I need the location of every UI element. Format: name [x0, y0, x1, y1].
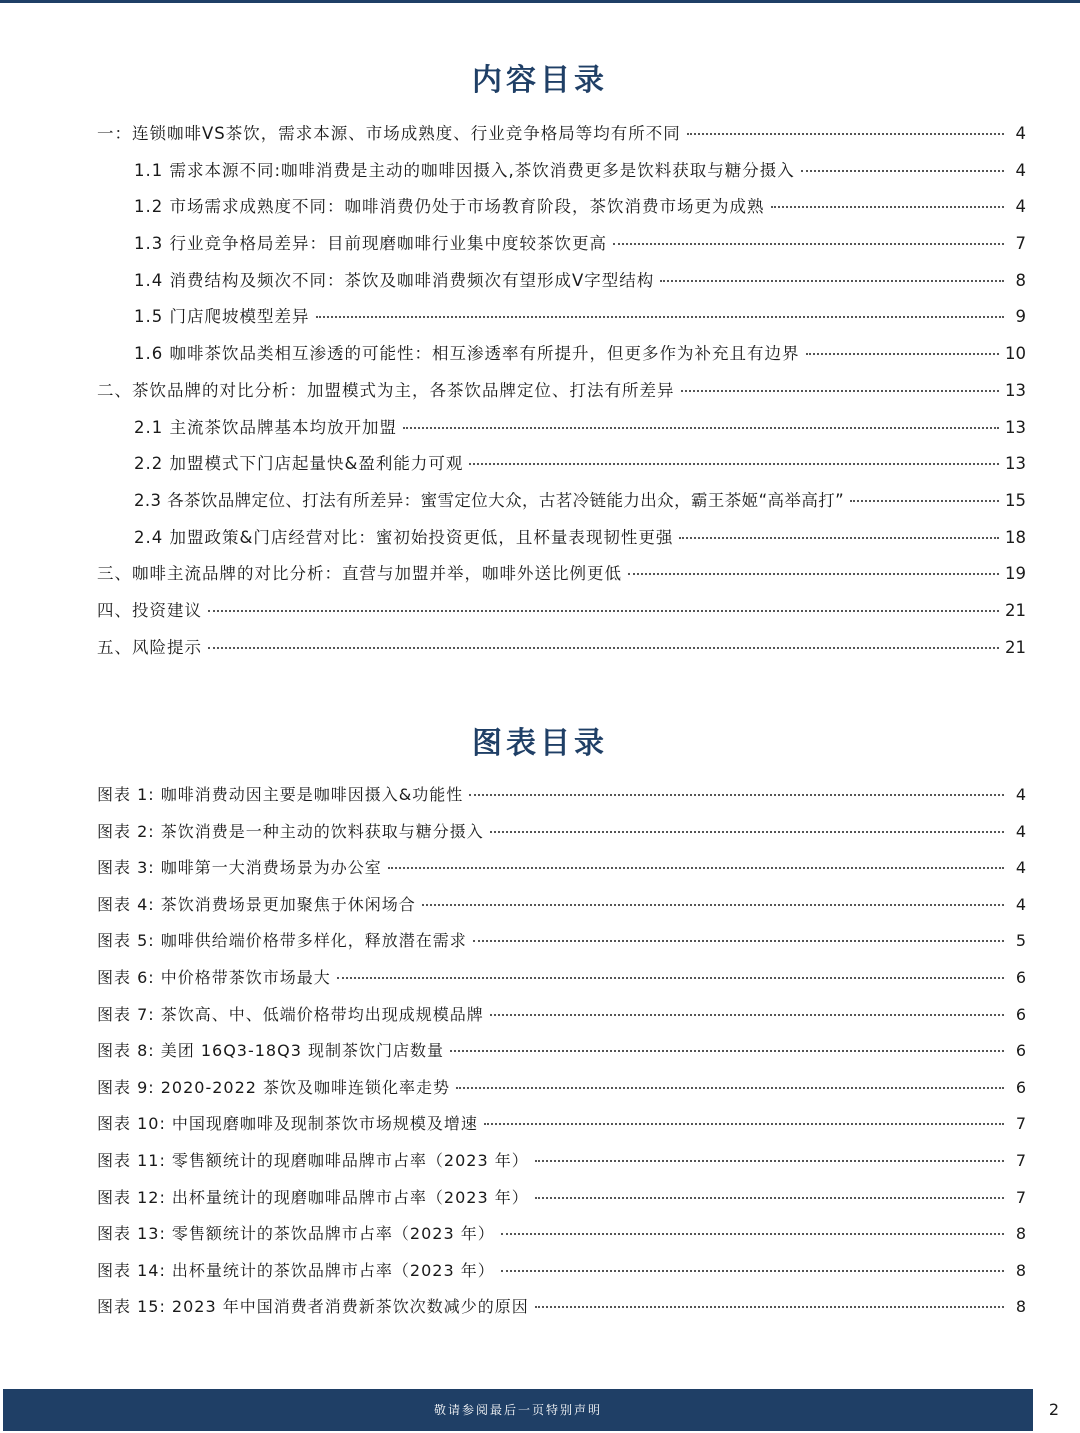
figure-entry-text: 图表 12: 出杯量统计的现磨咖啡品牌市占率（2023 年）	[97, 1187, 529, 1207]
toc-entry[interactable]	[97, 597, 1026, 634]
toc-entry-page: 4	[1015, 124, 1026, 143]
leader-dots	[456, 1087, 1004, 1089]
figure-entry-text: 图表 7: 茶饮高、中、低端价格带均出现成规模品牌	[97, 1004, 484, 1024]
toc-entry-text: 1.3 行业竞争格局差异：目前现磨咖啡行业集中度较茶饮更高	[134, 234, 607, 254]
toc-entry-text: 1.1 需求本源不同:咖啡消费是主动的咖啡因摄入,茶饮消费更多是饮料获取与糖分摄入	[134, 160, 795, 180]
toc-entry-page: 13	[1005, 417, 1026, 437]
toc-entry[interactable]	[97, 157, 1026, 194]
figure-entry[interactable]	[97, 1148, 1026, 1185]
toc-entry[interactable]	[97, 303, 1026, 340]
figure-entry[interactable]	[97, 819, 1026, 856]
leader-dots	[681, 390, 1000, 392]
leader-dots	[660, 280, 1004, 282]
figure-entry-page: 8	[1015, 1224, 1026, 1244]
leader-dots	[473, 940, 1004, 942]
figure-entry[interactable]	[97, 892, 1026, 929]
leader-dots	[613, 243, 1004, 245]
figure-entry[interactable]	[97, 1185, 1026, 1222]
toc-entry-text: 1.6 咖啡茶饮品类相互渗透的可能性：相互渗透率有所提升，但更多作为补充且有边界	[134, 344, 800, 364]
figure-entry[interactable]	[97, 1075, 1026, 1112]
toc-entry-text: 三、咖啡主流品牌的对比分析：直营与加盟并举，咖啡外送比例更低	[97, 564, 622, 584]
figure-entry-page: 7	[1015, 1187, 1026, 1207]
figures-heading: 图表目录	[472, 726, 608, 761]
figure-entry[interactable]	[97, 1111, 1026, 1148]
figure-entry-page: 4	[1015, 858, 1026, 878]
toc-entry-text: 2.3 各茶饮品牌定位、打法有所差异：蜜雪定位大众，古茗冷链能力出众，霸王茶姬“高举高打”	[134, 490, 845, 510]
toc-entry[interactable]	[97, 487, 1026, 524]
toc-entry[interactable]	[97, 230, 1026, 267]
figure-entry-text: 图表 11: 零售额统计的现磨咖啡品牌市占率（2023 年）	[97, 1150, 529, 1170]
figure-entry-page: 5	[1015, 931, 1026, 951]
figure-entry-page: 7	[1015, 1150, 1026, 1170]
figure-entry-text: 图表 4: 茶饮消费场景更加聚焦于休闲场合	[97, 894, 416, 914]
figure-entry[interactable]	[97, 782, 1026, 819]
toc-entry[interactable]	[97, 560, 1026, 597]
toc-entry-page: 7	[1015, 234, 1026, 254]
leader-dots	[501, 1270, 1004, 1272]
toc-entry-text: 一：连锁咖啡VS茶饮，需求本源、市场成熟度、行业竞争格局等均有所不同	[97, 124, 681, 143]
figure-entry[interactable]	[97, 1258, 1026, 1295]
figure-entry[interactable]	[97, 1002, 1026, 1039]
footer-disclaimer: 敬请参阅最后一页特别声明	[433, 1403, 602, 1417]
toc-entry[interactable]	[97, 450, 1026, 487]
leader-dots	[535, 1160, 1004, 1162]
figure-entry[interactable]	[97, 1221, 1026, 1258]
figure-entry-text: 图表 8: 美团 16Q3-18Q3 现制茶饮门店数量	[97, 1041, 444, 1061]
toc-heading: 内容目录	[472, 63, 608, 98]
figure-entry-text: 图表 15: 2023 年中国消费者消费新茶饮次数减少的原因	[97, 1297, 529, 1317]
figure-entry-text: 图表 3: 咖啡第一大消费场景为办公室	[97, 858, 382, 878]
leader-dots	[535, 1197, 1004, 1199]
leader-dots	[535, 1306, 1004, 1308]
leader-dots	[484, 1123, 1004, 1125]
figure-entry-page: 7	[1015, 1114, 1026, 1134]
leader-dots	[850, 500, 999, 502]
toc-entry[interactable]	[97, 120, 1026, 157]
figure-entry[interactable]	[97, 965, 1026, 1002]
toc-entry-text: 2.1 主流茶饮品牌基本均放开加盟	[134, 417, 397, 437]
toc-entry-text: 2.2 加盟模式下门店起量快&盈利能力可观	[134, 454, 464, 474]
page-number: 2	[1048, 1400, 1060, 1419]
leader-dots	[771, 206, 1005, 208]
toc-entry-page: 19	[1005, 564, 1026, 584]
toc-entry-text: 四、投资建议	[97, 600, 202, 620]
leader-dots	[208, 647, 999, 649]
toc-entry[interactable]	[97, 193, 1026, 230]
figure-entry-page: 4	[1015, 894, 1026, 914]
toc-entry[interactable]	[97, 414, 1026, 451]
toc-entry-text: 2.4 加盟政策&门店经营对比：蜜初始投资更低，且杯量表现韧性更强	[134, 527, 674, 547]
figure-entry-text: 图表 6: 中价格带茶饮市场最大	[97, 967, 331, 987]
toc-entry-page: 18	[1005, 527, 1026, 547]
leader-dots	[501, 1233, 1004, 1235]
leader-dots	[316, 316, 1005, 318]
toc-entry-text: 1.2 市场需求成熟度不同：咖啡消费仍处于市场教育阶段，茶饮消费市场更为成熟	[134, 197, 765, 217]
figure-entry-page: 8	[1015, 1260, 1026, 1280]
toc-entry-text: 1.5 门店爬坡模型差异	[134, 307, 310, 327]
figure-entry-text: 图表 5: 咖啡供给端价格带多样化，释放潜在需求	[97, 931, 467, 951]
leader-dots	[801, 170, 1004, 172]
toc-entry-page: 4	[1015, 160, 1026, 180]
figure-entry-page: 4	[1015, 785, 1026, 804]
figure-entry[interactable]	[97, 1038, 1026, 1075]
figures-list	[97, 782, 1026, 1331]
figure-entry-text: 图表 14: 出杯量统计的茶饮品牌市占率（2023 年）	[97, 1260, 495, 1280]
toc-entry-page: 9	[1015, 307, 1026, 327]
toc-entry-page: 13	[1005, 454, 1026, 474]
figure-entry-page: 6	[1015, 1004, 1026, 1024]
leader-dots	[687, 133, 1004, 135]
leader-dots	[208, 610, 999, 612]
leader-dots	[422, 904, 1004, 906]
figure-entry-text: 图表 1: 咖啡消费动因主要是咖啡因摄入&功能性	[97, 785, 464, 804]
leader-dots	[450, 1050, 1004, 1052]
leader-dots	[337, 977, 1004, 979]
figure-entry-page: 6	[1015, 1041, 1026, 1061]
figure-entry[interactable]	[97, 928, 1026, 965]
figure-entry-text: 图表 10: 中国现磨咖啡及现制茶饮市场规模及增速	[97, 1114, 478, 1134]
figure-entry[interactable]	[97, 855, 1026, 892]
toc-entry-page: 10	[1005, 344, 1026, 364]
leader-dots	[490, 1014, 1004, 1016]
toc-entry-page: 13	[1005, 380, 1026, 400]
toc-entry[interactable]	[97, 267, 1026, 304]
leader-dots	[628, 573, 999, 575]
leader-dots	[469, 463, 999, 465]
leader-dots	[806, 353, 1000, 355]
figure-entry[interactable]	[97, 1294, 1026, 1331]
toc-entry[interactable]	[97, 524, 1026, 561]
toc-entry-page: 15	[1005, 490, 1026, 510]
leader-dots	[679, 537, 999, 539]
toc-entry[interactable]	[97, 634, 1026, 671]
toc-entry-text: 二、茶饮品牌的对比分析：加盟模式为主，各茶饮品牌定位、打法有所差异	[97, 380, 675, 400]
figure-entry-text: 图表 13: 零售额统计的茶饮品牌市占率（2023 年）	[97, 1224, 495, 1244]
toc-entry-text: 五、风险提示	[97, 637, 202, 657]
figure-entry-page: 6	[1015, 967, 1026, 987]
footer-disclaimer-bar	[3, 1389, 1033, 1431]
figure-entry-text: 图表 9: 2020-2022 茶饮及咖啡连锁化率走势	[97, 1077, 451, 1097]
toc-entry-page: 21	[1005, 637, 1026, 657]
figure-entry-page: 8	[1015, 1297, 1026, 1317]
figure-entry-page: 6	[1015, 1077, 1026, 1097]
leader-dots	[490, 831, 1004, 833]
figure-entry-text: 图表 2: 茶饮消费是一种主动的饮料获取与糖分摄入	[97, 821, 484, 841]
leader-dots	[469, 794, 1004, 796]
toc-entry-page: 4	[1015, 197, 1026, 217]
top-rule	[0, 0, 1080, 3]
toc-list	[97, 120, 1026, 670]
toc-entry-page: 8	[1015, 270, 1026, 290]
leader-dots	[403, 427, 999, 429]
leader-dots	[388, 867, 1004, 869]
toc-entry[interactable]	[97, 377, 1026, 414]
toc-entry-page: 21	[1005, 600, 1026, 620]
toc-entry-text: 1.4 消费结构及频次不同：茶饮及咖啡消费频次有望形成V字型结构	[134, 270, 655, 290]
figure-entry-page: 4	[1015, 821, 1026, 841]
toc-entry[interactable]	[97, 340, 1026, 377]
